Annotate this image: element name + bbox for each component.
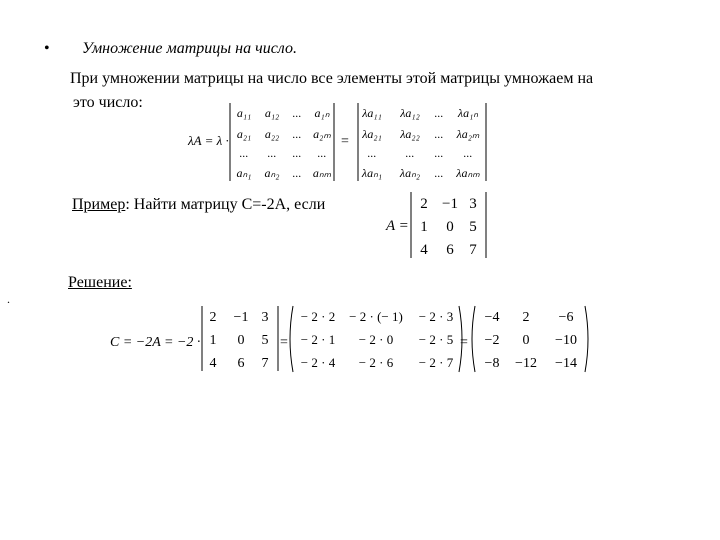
formula3-result-cell: −14 [555, 356, 577, 371]
formula2-a-cell: −1 [442, 196, 458, 212]
bullet-point: • [44, 40, 50, 57]
formula3-result-left-paren [472, 306, 475, 372]
formula1-lambda-a-cell: λaₙₘ [456, 166, 480, 180]
formula1-lambda-a-cell: λa₁₁ [362, 106, 382, 120]
formula3-expanded-cell: − 2 · 5 [418, 332, 454, 347]
formula2-a-cell: 1 [420, 219, 428, 235]
example-text: : Найти матрицу С=-2А, если [125, 196, 326, 213]
formula1-lambda-a-cell: ... [434, 127, 444, 141]
formula1-lambda-a-cell: λa₁ₙ [457, 106, 479, 120]
formula1-a-cell: a₂₂ [264, 127, 280, 141]
formula3-result-cell: 2 [522, 310, 530, 325]
formula1-a-cell: ... [292, 146, 302, 160]
formula3-expanded-cell: − 2 · 0 [358, 332, 394, 347]
formula3-lhs: C = −2A = −2 · [110, 335, 201, 350]
formula2-lhs: A = [386, 218, 409, 234]
formula1-a-cell: aₙ₁ [236, 166, 252, 180]
formula3-a-cell: 4 [209, 356, 217, 371]
formula3-expanded-cell: − 2 · 7 [418, 355, 454, 370]
formula1-lambda-a-cell: λa₂ₘ [456, 127, 480, 141]
formula3-result-cell: 0 [522, 333, 530, 348]
formula3-result-right-paren [585, 306, 588, 372]
formula2-a-cell: 4 [420, 242, 428, 258]
formula1-lambda-a-cell: ... [434, 146, 444, 160]
formula3-expanded-cell: − 2 · 3 [418, 309, 454, 324]
formula3-expanded-left-paren [290, 306, 293, 372]
formula1-a-cell: ... [239, 146, 249, 160]
formula3-expanded-cell: − 2 · 2 [300, 309, 336, 324]
formula1-a-cell: a₁₁ [236, 106, 252, 120]
formula1-lambda-a-cell: λaₙ₁ [361, 166, 383, 180]
formula1-lambda-a-cell: ... [434, 166, 444, 180]
formula3-expanded-cell: − 2 · (− 1) [349, 309, 403, 324]
formula1-lambda-a-cell: λa₂₂ [400, 127, 420, 141]
stray-mark: . [7, 292, 10, 306]
formula2-a-cell: 7 [469, 242, 477, 258]
formula1-a-cell: a₁₂ [264, 106, 280, 120]
formula3-a-cell: 1 [209, 333, 217, 348]
formula3-expanded-cell: − 2 · 1 [300, 332, 336, 347]
formula3-expanded-cell: − 2 · 4 [300, 355, 336, 370]
formula1-lambda-a-cell: ... [463, 146, 473, 160]
formula3-a-cell: 6 [237, 356, 245, 371]
formula3-a-cell: 3 [261, 310, 269, 325]
formula3-result-cell: −10 [555, 333, 577, 348]
formula1-a-cell: a₂₁ [236, 127, 252, 141]
formula3-a-cell: −1 [233, 310, 249, 325]
formula1-a-cell: ... [317, 146, 327, 160]
definition-line-2: это число: [73, 94, 143, 111]
formula3-result-cell: −2 [484, 333, 500, 348]
formula3-expanded-cell: − 2 · 6 [358, 355, 394, 370]
formula1-lambda-a-cell: ... [405, 146, 415, 160]
formula1-a-cell: aₙ₂ [264, 166, 280, 180]
formula3-a-cell: 5 [261, 333, 269, 348]
formula1-lambda-a-cell: λaₙ₂ [399, 166, 421, 180]
formula1-a-cell: ... [292, 166, 302, 180]
formula3-a-cell: 7 [261, 356, 269, 371]
formula1-equals: = [341, 134, 349, 149]
formula3-result-cell: −4 [484, 310, 500, 325]
definition-line-1: При умножении матрицы на число все элементы этой матрицы умножаем на [70, 70, 594, 87]
formula1-lambda-a-cell: λa₂₁ [362, 127, 382, 141]
example-label: Пример [72, 196, 126, 213]
formula3-a-cell: 0 [237, 333, 245, 348]
solution-label: Решение: [68, 274, 132, 291]
formula2-a-cell: 6 [446, 242, 454, 258]
section-heading: Умножение матрицы на число. [82, 40, 297, 57]
formula3-result-cell: −6 [558, 310, 574, 325]
formula1-lambda-a-cell: ... [434, 106, 444, 120]
formula1-a-cell: ... [292, 127, 302, 141]
formula3-equals-1: = [280, 335, 288, 350]
formula3-result-cell: −8 [484, 356, 500, 371]
formula1-a-cell: a₁ₙ [314, 106, 330, 120]
formula2-a-cell: 5 [469, 219, 477, 235]
formula2-a-cell: 2 [420, 196, 428, 212]
formula3-result-cell: −12 [515, 356, 537, 371]
formula3-equals-2: = [460, 335, 468, 350]
formula1-lhs: λA = λ · [188, 133, 229, 148]
formula1-lambda-a-cell: λa₁₂ [400, 106, 420, 120]
formula1-a-cell: ... [292, 106, 302, 120]
formula2-a-cell: 3 [469, 196, 477, 212]
formula3-a-cell: 2 [209, 310, 217, 325]
formula2-a-cell: 0 [446, 219, 454, 235]
formula1-lambda-a-cell: ... [367, 146, 377, 160]
formula1-a-cell: aₙₘ [312, 166, 332, 180]
formula1-a-cell: ... [267, 146, 277, 160]
formula1-a-cell: a₂ₘ [313, 127, 331, 141]
